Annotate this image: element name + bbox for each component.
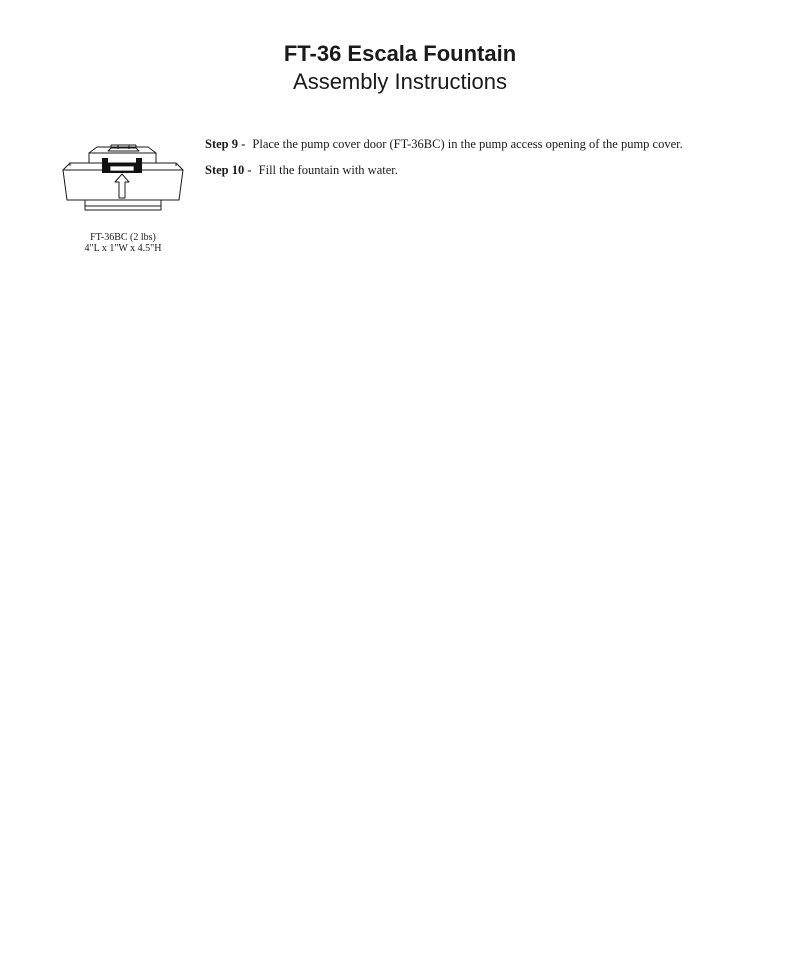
step-9 bbox=[205, 136, 785, 152]
part-figure bbox=[58, 140, 188, 254]
document-subtitle: Assembly Instructions bbox=[293, 69, 507, 94]
step-text: Fill the fountain with water. bbox=[258, 163, 398, 177]
step-10 bbox=[205, 162, 785, 178]
instruction-steps bbox=[205, 136, 785, 188]
document-header bbox=[0, 40, 800, 96]
part-name-weight: FT-36BC (2 lbs) bbox=[90, 232, 156, 243]
fountain-pump-cover-illustration bbox=[58, 140, 188, 220]
step-label: Step 9 - bbox=[205, 137, 246, 151]
document-title: FT-36 Escala Fountain bbox=[283, 41, 517, 66]
step-text: Place the pump cover door (FT-36BC) in the pump access opening of the pump cover. bbox=[252, 137, 683, 151]
part-dimensions: 4"L x 1"W x 4.5"H bbox=[84, 243, 162, 254]
figure-caption bbox=[58, 232, 188, 254]
step-label: Step 10 - bbox=[205, 163, 252, 177]
